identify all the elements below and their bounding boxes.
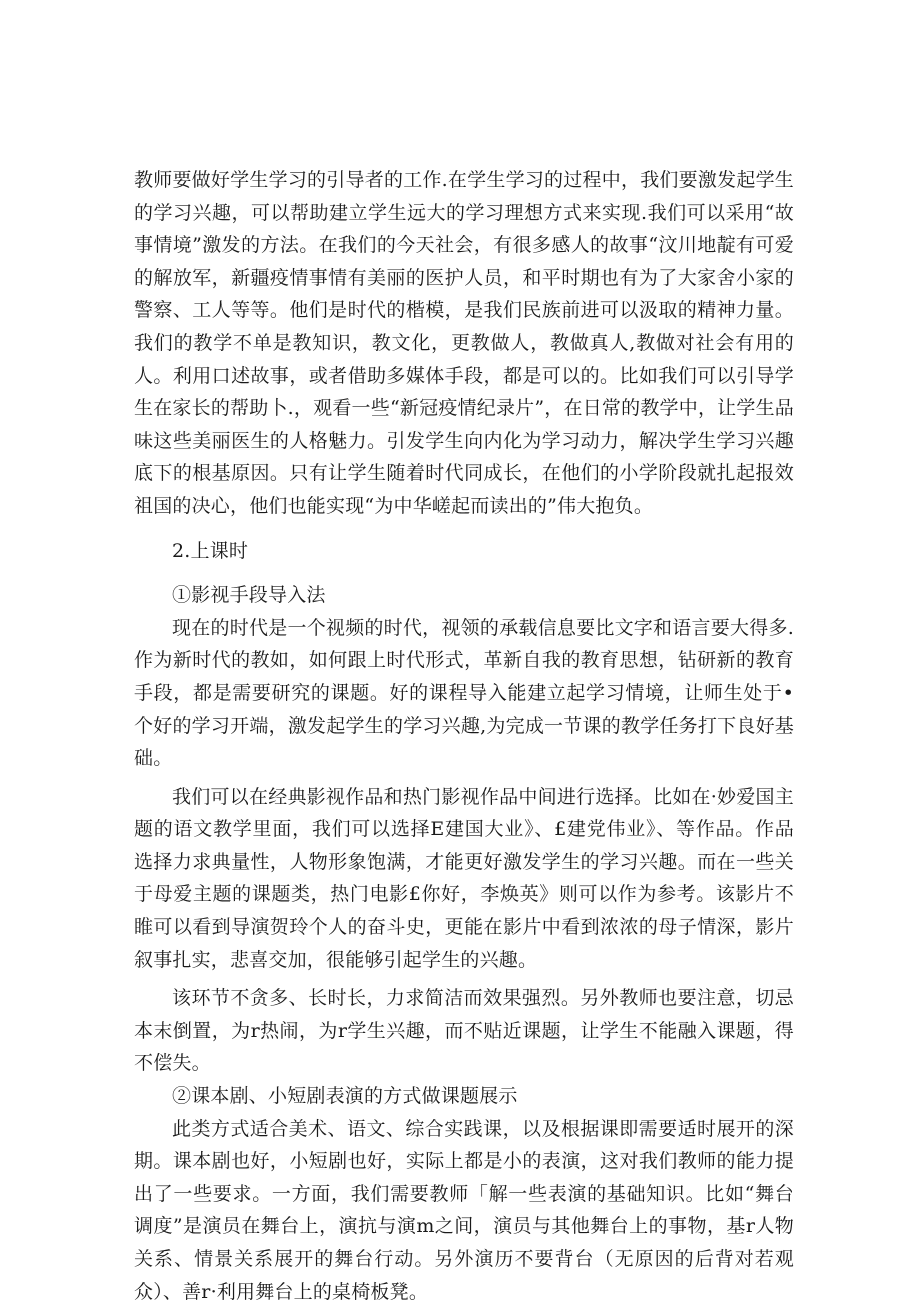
paragraph-film-caution: 该环节不贪多、长时长，力求简洁而效果强烈。另外教师也要注意，切忌本末倒置，为r热闹，为r学生兴趣，而不贴近课题，让学生不能融入课题，得不偿失。 <box>134 987 794 1075</box>
paragraph-film-selection: 我们可以在经典影视作品和热门影视作品中间进行选择。比如在·妙爱国主题的语文教学里面，我们可以选择E建国大业》、£建党伟业》、等作品。作品选择力求典量性，人物形象饱满，才能更好激发学生的学习兴趣。而在一些关于母爱主题的课题类，热门电影£你好，李焕英》则可以作为参考。该影片不睢可以看到导演贺玲个人的奋斗史，更能在影片中看到浓浓的母子情深，影片叙事扎实，悲喜交加，很能够引起学生的兴趣。 <box>134 785 794 971</box>
paragraph-drama: 此类方式适合美术、语文、综合实践课，以及根据课即需要适时展开的深期。课本剧也好，小短剧也好，实际上都是小的表演，这对我们教师的能力提出了一些要求。一方面，我们需要教师「解一些表演的基础知识。比如“舞台调度”是演员在舞台上，演抗与演m之间，演员与其他舞台上的事物，基r人物关系、情景关系展开的舞台行动。另外演历不要背台（无原因的后背对若观众）、善r·利用舞台上的桌椅板凳。 <box>134 1117 794 1303</box>
subheading-drama: ②课本剧、小短剧表演的方式做课题展示 <box>172 1085 518 1108</box>
paragraph-story-guidance: 教师要做好学生学习的引导者的工作.在学生学习的过程中，我们要激发起学生的学习兴趣，可以帮助建立学生远大的学习理想方式来实现.我们可以采用“故事情境”激发的方法。在我们的今天社会，有很多感人的故事“汶川地靛有可爱的解放军，新疆疫情事情有美丽的医护人员，和平时期也有为了大家舍小家的警察、工人等等。他们是时代的楷模，是我们民族前进可以汲取的精神力量。我们的教学不单是教知识，教文化，更教做人，教做真人,教做对社会有用的人。利用口述故事，或者借助多媒体手段，都是可以的。比如我们可以引导学生在家长的帮助卜.，观看一些“新冠疫情纪录片”，在日常的教学中，让学生品味这些美丽医生的人格魅力。引发学生向内化为学习动力，解决学生学习兴趣底下的根基原因。只有让学生随着时代同成长，在他们的小学阶段就扎起报效祖国的决心，他们也能实现“为中华嵯起而读出的”伟大抱负。 <box>134 169 794 517</box>
subheading-film-intro: ①影视手段导入法 <box>172 584 326 607</box>
section-heading-lesson: 2.上课时 <box>172 539 249 562</box>
document-body <box>134 164 794 1308</box>
paragraph-film-era: 现在的时代是一个视频的时代，视领的承载信息要比文字和语言要大得多.作为新时代的教如，如何跟上时代形式，革新自我的教育思想，钻研新的教育手段，都是需要研究的课题。好的课程导入能建立起学习情境，让师生处于•个好的学习开端，激发起学生的学习兴趣,为完成一节课的教学任务打下良好基础。 <box>134 616 794 770</box>
